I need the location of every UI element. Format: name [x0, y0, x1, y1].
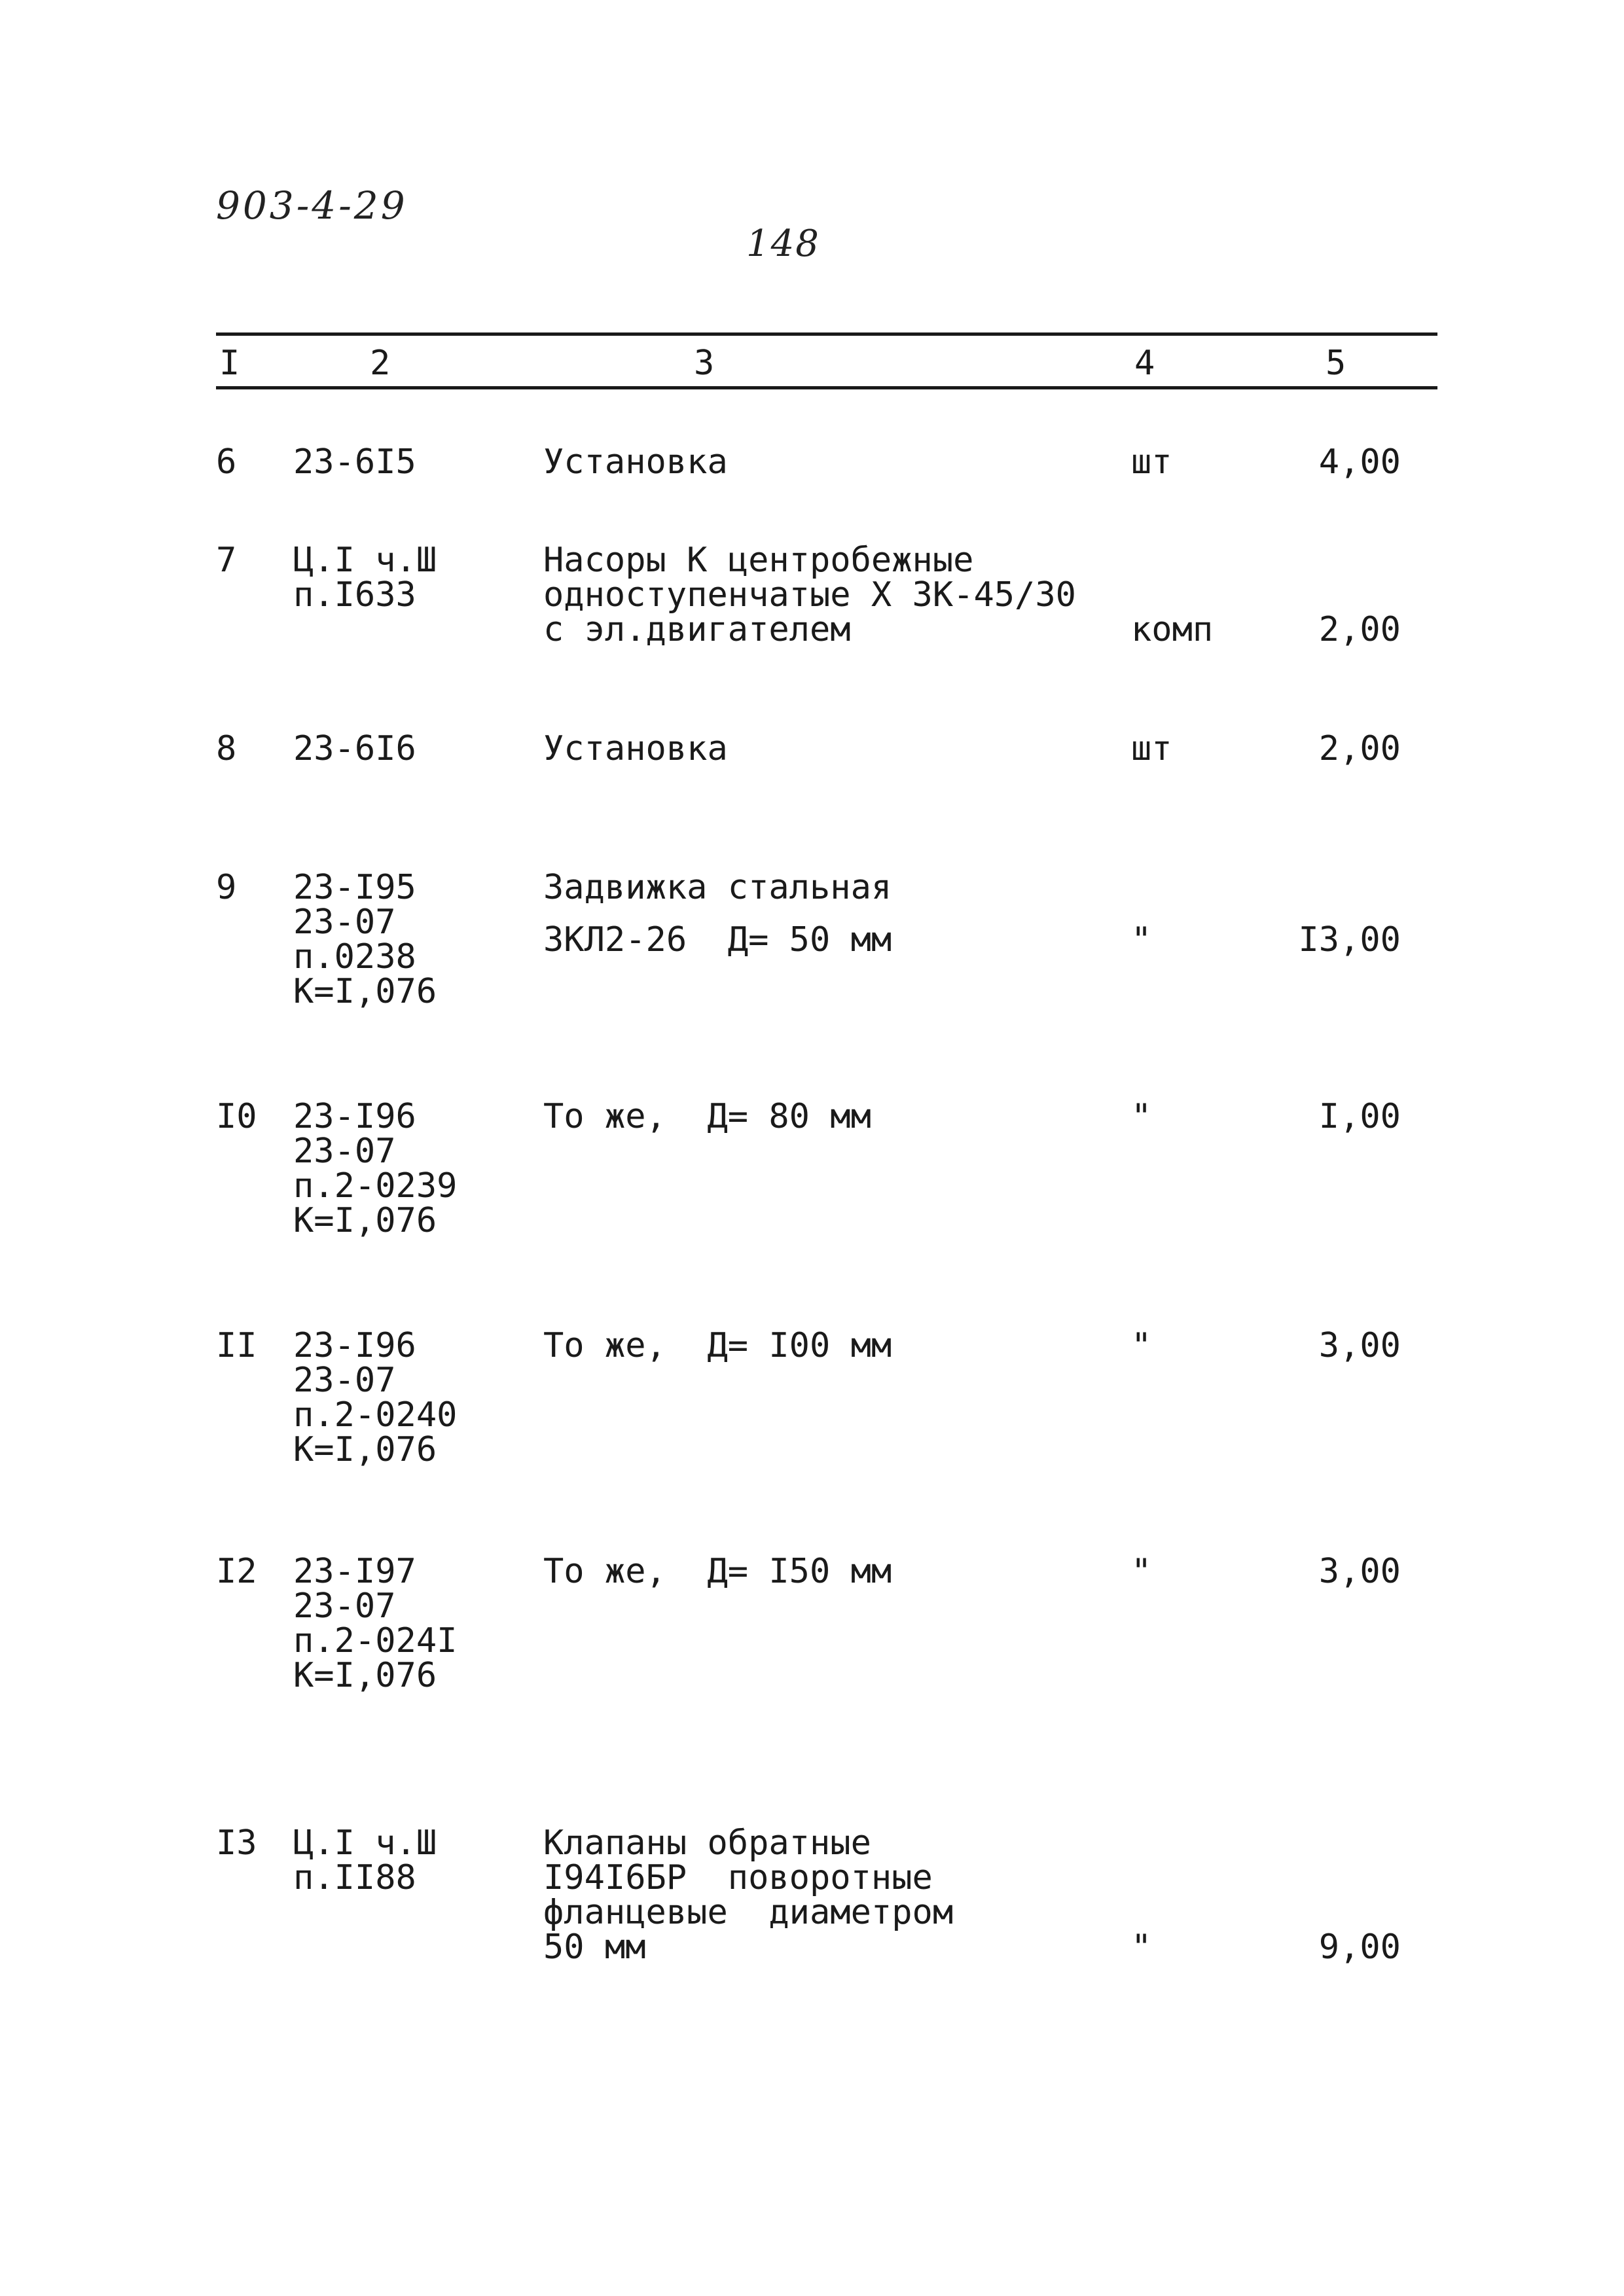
- row-number: 6: [216, 442, 237, 482]
- row-code: [293, 1097, 458, 1240]
- row-description-line: Установка: [543, 442, 728, 482]
- row-code-line: К=I,076: [293, 972, 437, 1011]
- row-description-line: ЗКЛ2-26 Д= 50 мм: [543, 920, 892, 960]
- page-number: 148: [746, 223, 820, 265]
- row-quantity: 3,00: [1318, 1326, 1401, 1365]
- row-quantity: 3,00: [1318, 1552, 1401, 1591]
- row-description-line: одноступенчатые Х ЗК-45/30: [543, 575, 1076, 615]
- row-code: [293, 543, 437, 613]
- column-header-1: I: [219, 344, 240, 383]
- row-code-line: Ц.I ч.Ш: [293, 541, 437, 580]
- row-code-line: 23-07: [293, 1587, 396, 1626]
- row-unit: ": [1131, 1326, 1152, 1365]
- row-unit: ": [1131, 1097, 1152, 1136]
- row-code-line: п.2-0239: [293, 1166, 458, 1206]
- row-quantity: I,00: [1318, 1097, 1401, 1136]
- row-description-line: I94I6БР поворотные: [543, 1858, 933, 1897]
- row-description-line: фланцевые диаметром: [543, 1893, 954, 1932]
- row-description-line: Насоры К центробежные: [543, 541, 974, 580]
- row-code-line: 23-I97: [293, 1552, 416, 1591]
- row-description-line: То же, Д= 80 мм: [543, 1097, 871, 1136]
- row-unit: шт: [1131, 442, 1172, 482]
- row-description: [543, 729, 728, 768]
- row-number: I3: [216, 1823, 257, 1863]
- row-quantity: 2,00: [1318, 610, 1401, 649]
- row-description: [543, 1097, 871, 1136]
- row-description-line: Установка: [543, 729, 728, 768]
- row-number: I2: [216, 1552, 257, 1591]
- row-description-line: с эл.двигателем: [543, 610, 851, 649]
- document-code: 903-4-29: [216, 183, 408, 228]
- row-code-line: 23-07: [293, 903, 396, 942]
- row-unit: ": [1131, 1928, 1152, 1967]
- row-description: [543, 442, 728, 482]
- row-quantity: 2,00: [1318, 729, 1401, 768]
- row-code-line: п.2-024I: [293, 1621, 458, 1660]
- row-description-line: 50 мм: [543, 1928, 646, 1967]
- row-code-line: 23-6I5: [293, 442, 416, 482]
- row-code: [293, 1554, 457, 1693]
- row-description-line: То же, Д= I50 мм: [543, 1552, 892, 1591]
- row-code-line: п.2-0240: [293, 1395, 458, 1435]
- row-unit: шт: [1131, 729, 1172, 768]
- row-code-line: К=I,076: [293, 1430, 437, 1469]
- row-code-line: 23-I96: [293, 1097, 416, 1136]
- row-description: [543, 1326, 892, 1365]
- row-unit: ": [1131, 920, 1152, 960]
- row-code-line: К=I,076: [293, 1656, 437, 1695]
- row-code: [293, 1326, 458, 1469]
- row-code: [293, 442, 416, 482]
- row-code-line: 23-07: [293, 1361, 396, 1400]
- row-description: [543, 1823, 954, 1967]
- row-description: [543, 1554, 892, 1589]
- row-code-line: 23-I95: [293, 868, 416, 907]
- row-quantity: 9,00: [1318, 1928, 1401, 1967]
- row-code: [293, 1823, 437, 1897]
- row-code-line: К=I,076: [293, 1201, 437, 1240]
- row-number: II: [216, 1326, 257, 1365]
- row-number: 7: [216, 541, 237, 580]
- row-description: [543, 543, 1076, 647]
- table-top-rule: [216, 332, 1437, 336]
- row-description-line: Клапаны обратные: [543, 1823, 871, 1863]
- row-code-line: Ц.I ч.Ш: [293, 1823, 437, 1863]
- row-quantity: 4,00: [1318, 442, 1401, 482]
- row-quantity: I3,00: [1298, 920, 1401, 960]
- table-header-rule: [216, 386, 1437, 389]
- row-code: [293, 870, 437, 1009]
- row-description-line: Задвижка стальная: [543, 868, 892, 907]
- row-code: [293, 729, 416, 768]
- row-code-line: 23-I96: [293, 1326, 416, 1365]
- column-header-4: 4: [1134, 344, 1155, 383]
- column-header-3: 3: [694, 344, 715, 383]
- row-number: 9: [216, 868, 237, 907]
- row-code-line: 23-07: [293, 1132, 396, 1171]
- row-code-line: п.II88: [293, 1858, 416, 1897]
- row-code-line: п.0238: [293, 937, 416, 977]
- row-number: 8: [216, 729, 237, 768]
- row-description: [543, 870, 892, 958]
- column-header-2: 2: [370, 344, 391, 383]
- row-unit: комп: [1131, 610, 1214, 649]
- row-description-line: То же, Д= I00 мм: [543, 1326, 892, 1365]
- row-code-line: 23-6I6: [293, 729, 416, 768]
- column-header-5: 5: [1326, 344, 1346, 383]
- row-unit: ": [1131, 1552, 1152, 1591]
- row-code-line: п.I633: [293, 575, 416, 615]
- row-number: I0: [216, 1097, 257, 1136]
